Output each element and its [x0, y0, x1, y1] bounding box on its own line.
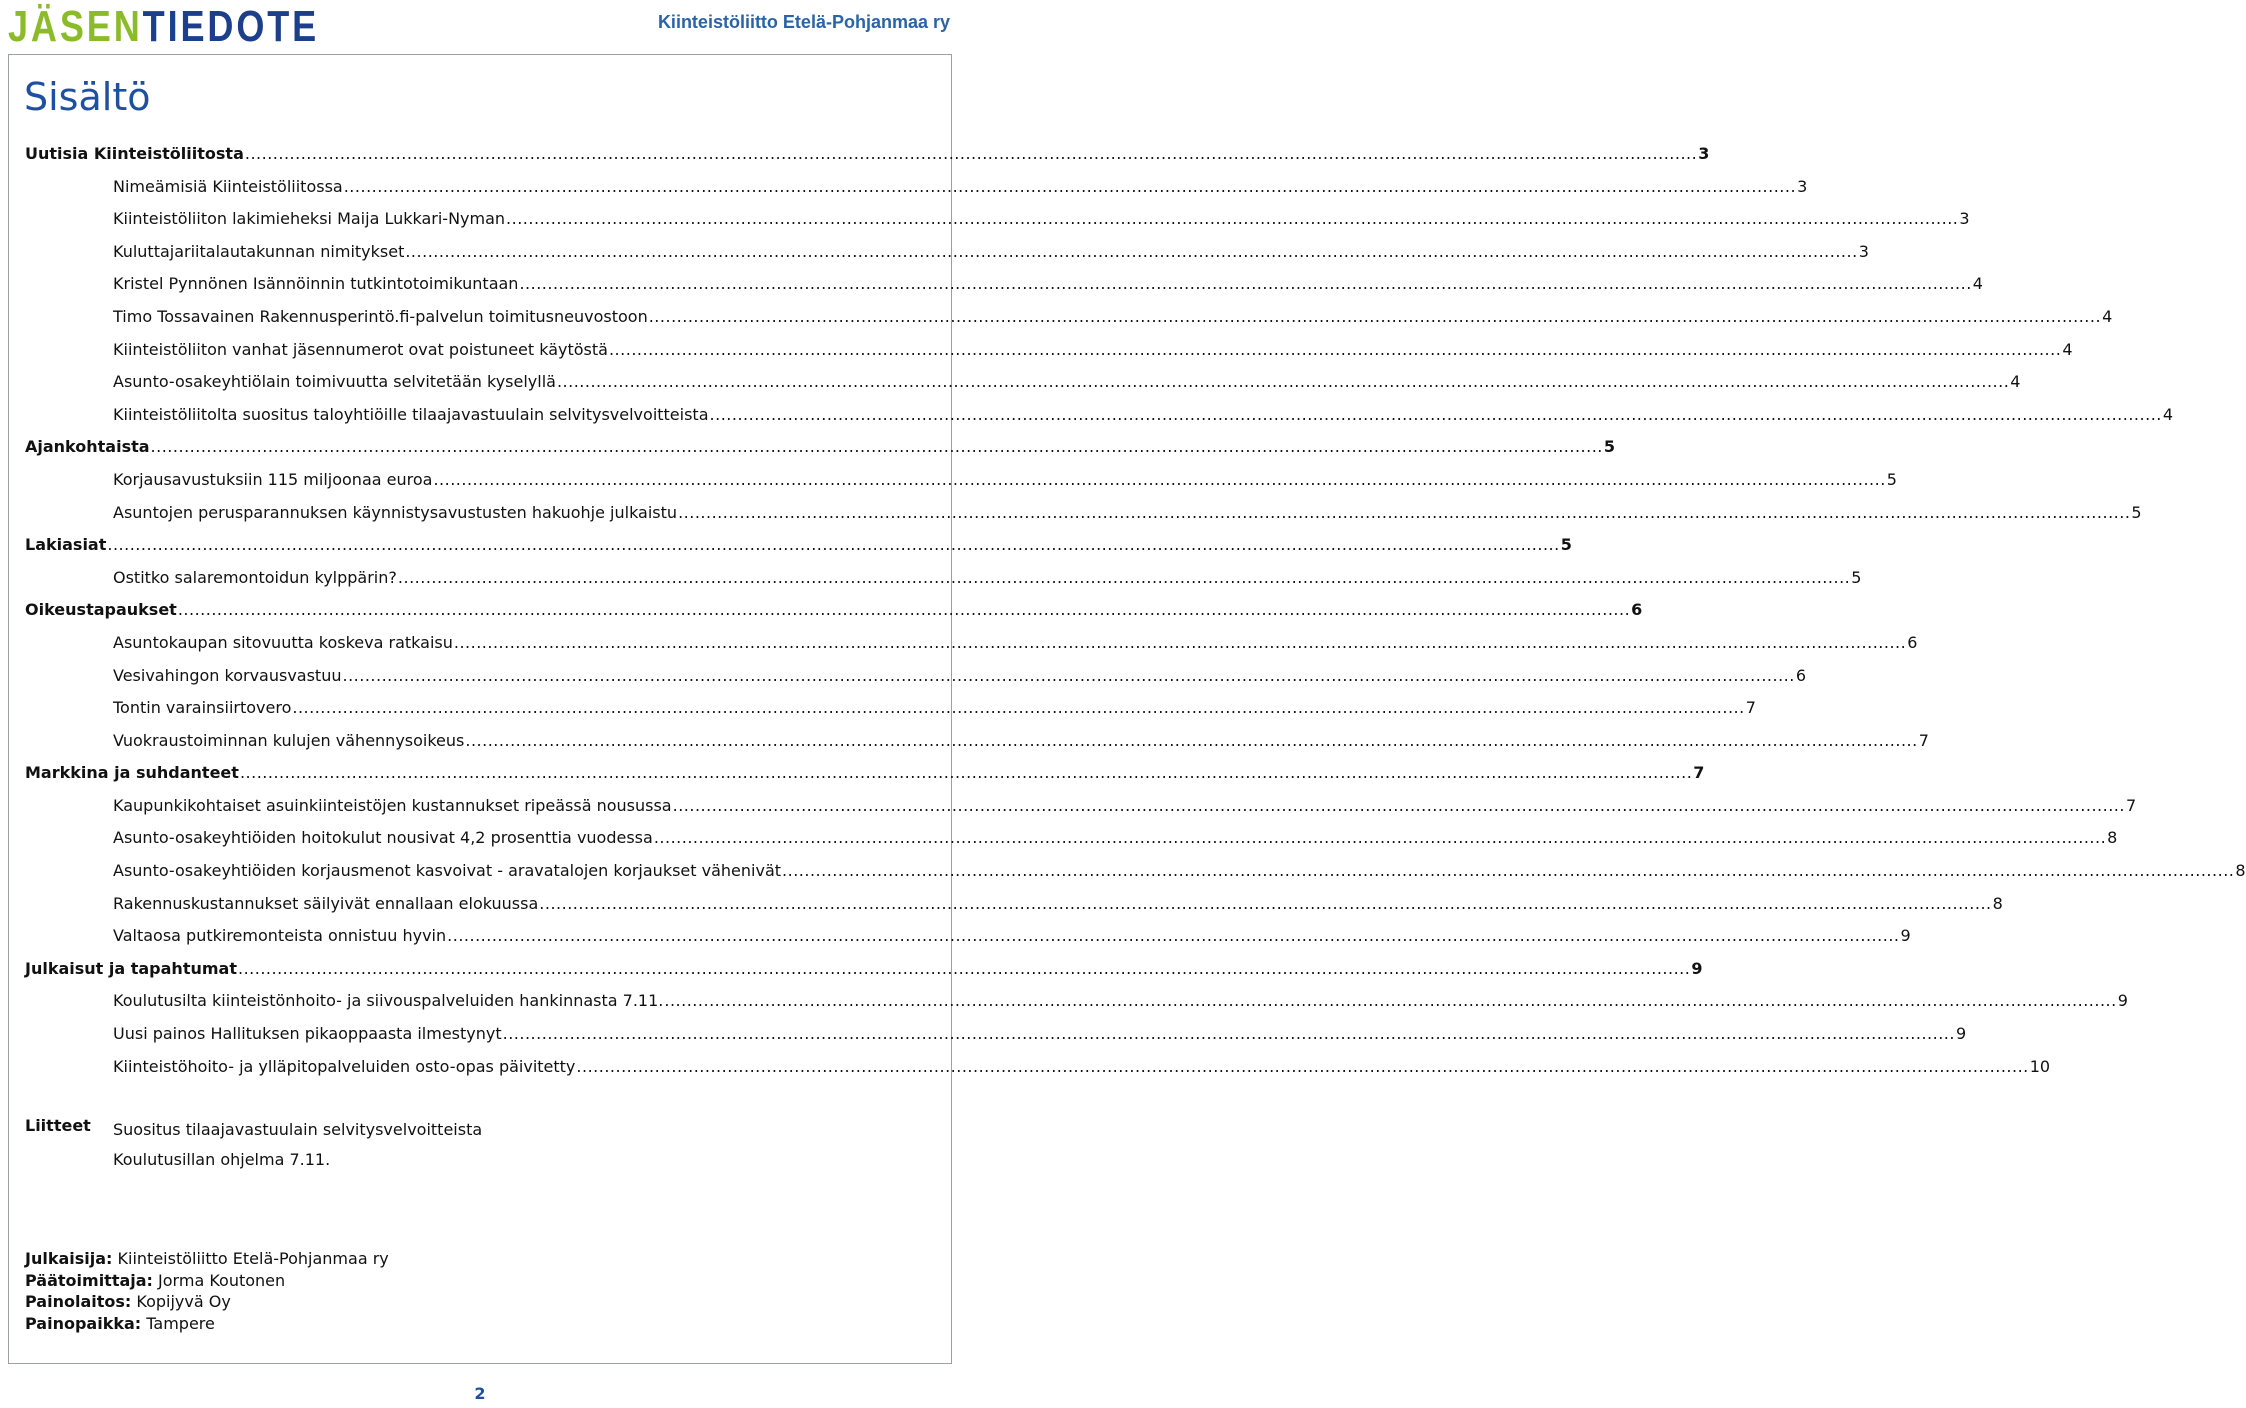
toc-leader-dots: .................................................................................................................................................................................................................................................................... — [465, 730, 1918, 750]
toc-entry-title: Kristel Pynnönen Isännöinnin tutkintotoimikuntaan — [113, 274, 519, 294]
toc-leader-dots: .................................................................................................................................................................................................................................................................... — [709, 404, 2162, 424]
toc-entry-title: Uutisia Kiinteistöliitosta — [25, 144, 244, 163]
toc-leader-dots: .................................................................................................................................................................................................................................................................... — [506, 209, 1959, 229]
toc-entry-title: Tontin varainsiirtovero — [113, 698, 292, 718]
toc-leader-dots: .................................................................................................................................................................................................................................................................... — [150, 437, 1603, 457]
toc-subentry — [25, 399, 2174, 432]
toc-page-number: 8 — [2107, 828, 2118, 848]
toc-leader-dots: .................................................................................................................................................................................................................................................................... — [239, 763, 1693, 783]
toc-subentry — [25, 334, 2073, 367]
toc-leader-dots: .................................................................................................................................................................................................................................................................... — [678, 502, 2131, 522]
print-place-value: Tampere — [146, 1313, 215, 1333]
printer-label: Painolaitos: — [25, 1292, 132, 1311]
toc-page-number: 7 — [1745, 698, 1756, 718]
toc-leader-dots: .................................................................................................................................................................................................................................................................... — [576, 1056, 2029, 1076]
toc-section-entry — [25, 431, 1616, 464]
toc-leader-dots: .................................................................................................................................................................................................................................................................... — [405, 241, 1858, 261]
editor-row — [25, 1270, 389, 1292]
toc-subentry — [25, 822, 2118, 855]
toc-page-number: 7 — [2125, 795, 2137, 815]
publisher-value: Kiinteistöliitto Etelä-Pohjanmaa ry — [117, 1249, 389, 1268]
toc-entry-title: Oikeustapaukset — [25, 600, 177, 620]
toc-page-number: 8 — [2235, 861, 2246, 881]
toc-leader-dots: .................................................................................................................................................................................................................................................................... — [397, 567, 1851, 587]
toc-page-number: 4 — [2162, 404, 2174, 424]
toc-entry-title: Vuokraustoiminnan kulujen vähennysoikeus — [113, 730, 465, 750]
printer-row — [25, 1291, 389, 1313]
page-number: 2 — [474, 1384, 486, 1403]
toc-page-number: 6 — [1907, 632, 1918, 652]
toc-entry-title: Nimeämisiä Kiinteistöliitossa — [113, 176, 343, 196]
attachment-item: Suositus tilaajavastuulain selvitysvelvoitteista — [113, 1120, 483, 1139]
toc-leader-dots: .................................................................................................................................................................................................................................................................... — [556, 372, 2010, 392]
toc-entry-title: Koulutusilta kiinteistönhoito- ja siivouspalveluiden hankinnasta 7.11. — [113, 991, 664, 1011]
toc-page-number: 4 — [2010, 372, 2021, 392]
toc-leader-dots: .................................................................................................................................................................................................................................................................... — [433, 469, 1886, 489]
toc-subentry — [25, 920, 1911, 953]
toc-leader-dots: .................................................................................................................................................................................................................................................................... — [502, 1024, 1955, 1044]
attachment-item: Koulutusillan ohjelma 7.11. — [113, 1150, 331, 1169]
toc-page-number: 7 — [1693, 763, 1705, 783]
toc-leader-dots: .................................................................................................................................................................................................................................................................... — [653, 828, 2107, 848]
publisher-info — [25, 1248, 389, 1334]
toc-page-number: 5 — [1886, 469, 1897, 489]
toc-subentry — [25, 627, 1918, 660]
toc-entry-title: Kuluttajariitalautakunnan nimitykset — [113, 241, 405, 261]
toc-page-number: 5 — [2131, 502, 2142, 522]
toc-page-number: 6 — [1795, 665, 1807, 685]
toc-subentry — [25, 203, 1970, 236]
toc-leader-dots: .................................................................................................................................................................................................................................................................... — [342, 665, 1795, 685]
toc-page-number: 6 — [1631, 600, 1643, 620]
logo-part-1: JÄSEN — [8, 2, 143, 51]
toc-leader-dots: .................................................................................................................................................................................................................................................................... — [447, 926, 1900, 946]
toc-subentry — [25, 725, 1929, 758]
toc-page-number: 5 — [1603, 437, 1616, 457]
toc-leader-dots: .................................................................................................................................................................................................................................................................... — [453, 632, 1907, 652]
toc-entry-title: Korjausavustuksiin 115 miljoonaa euroa — [113, 469, 433, 489]
toc-entry-title: Ajankohtaista — [25, 437, 150, 457]
toc-entry-title: Asuntokaupan sitovuutta koskeva ratkaisu — [113, 632, 453, 652]
toc-leader-dots: .................................................................................................................................................................................................................................................................... — [177, 600, 1631, 620]
toc-subentry — [25, 171, 1808, 204]
newsletter-logo — [8, 2, 319, 52]
editor-value: Jorma Koutonen — [158, 1270, 286, 1290]
toc-entry-title: Kiinteistöliitolta suositus taloyhtiöille tilaajavastuulain selvitysvelvoitteista — [113, 404, 709, 424]
page-header — [0, 0, 960, 52]
editor-label: Päätoimittaja: — [25, 1270, 153, 1290]
attachments-list — [113, 1116, 482, 1176]
toc-subentry — [25, 888, 2003, 921]
publisher-label: Julkaisija: — [25, 1249, 113, 1268]
toc-entry-title: Vesivahingon korvausvastuu — [113, 665, 342, 685]
logo-part-2: TIEDOTE — [142, 2, 320, 51]
toc-entry-title: Timo Tossavainen Rakennusperintö.fi-palvelun toimitusneuvostoon — [113, 306, 648, 326]
toc-page-number: 3 — [1698, 144, 1710, 163]
toc-subentry — [25, 301, 2113, 334]
toc-page-number: 10 — [2029, 1056, 2051, 1076]
toc-page-number: 9 — [1900, 926, 1911, 946]
toc-section-entry — [25, 594, 1643, 627]
toc-subentry — [25, 692, 1756, 725]
toc-entry-title: Kaupunkikohtaiset asuinkiinteistöjen kustannukset ripeässä nousussa — [113, 795, 672, 815]
toc-subentry — [25, 660, 1807, 693]
table-of-contents — [25, 138, 2246, 1083]
toc-page-number: 9 — [2117, 991, 2128, 1011]
toc-leader-dots: .................................................................................................................................................................................................................................................................... — [539, 893, 1992, 913]
toc-leader-dots: .................................................................................................................................................................................................................................................................... — [107, 535, 1560, 555]
toc-leader-dots: .................................................................................................................................................................................................................................................................... — [672, 795, 2125, 815]
toc-page-number: 3 — [1959, 209, 1970, 229]
toc-leader-dots: .................................................................................................................................................................................................................................................................... — [648, 306, 2102, 326]
toc-entry-title: Julkaisut ja tapahtumat — [25, 958, 237, 978]
toc-entry-title: Asunto-osakeyhtiöiden hoitokulut nousivat 4,2 prosenttia vuodessa — [113, 828, 653, 848]
toc-entry-title: Kiinteistöliiton lakimieheksi Maija Lukkari-Nyman — [113, 209, 506, 229]
toc-subentry — [25, 366, 2021, 399]
toc-subentry — [25, 268, 1983, 301]
toc-subentry — [25, 562, 1862, 595]
toc-leader-dots: .................................................................................................................................................................................................................................................................... — [244, 144, 1698, 163]
toc-entry-title: Uusi painos Hallituksen pikaoppaasta ilmestynyt — [113, 1024, 502, 1044]
toc-page-number: 4 — [2062, 339, 2073, 359]
toc-entry-title: Asunto-osakeyhtiöiden korjausmenot kasvoivat - aravatalojen korjaukset vähenivät — [113, 861, 782, 881]
toc-page-number: 8 — [1992, 893, 2003, 913]
toc-entry-title: Asuntojen perusparannuksen käynnistysavustusten hakuohje julkaistu — [113, 502, 678, 522]
toc-leader-dots: .................................................................................................................................................................................................................................................................... — [292, 698, 1745, 718]
toc-leader-dots: .................................................................................................................................................................................................................................................................... — [782, 861, 2235, 881]
toc-page-number: 9 — [1955, 1024, 1967, 1044]
toc-entry-title: Valtaosa putkiremonteista onnistuu hyvin — [113, 926, 447, 946]
toc-subentry — [25, 1051, 2051, 1084]
toc-page-number: 5 — [1851, 567, 1862, 587]
toc-entry-title: Lakiasiat — [25, 535, 107, 555]
toc-page-number: 4 — [2102, 306, 2113, 326]
page-title: Sisältö — [24, 75, 151, 119]
toc-entry-title: Kiinteistöliiton vanhat jäsennumerot ovat poistuneet käytöstä — [113, 339, 608, 359]
toc-page-number: 3 — [1858, 241, 1869, 261]
toc-page-number: 9 — [1691, 958, 1703, 978]
toc-leader-dots: .................................................................................................................................................................................................................................................................... — [664, 991, 2117, 1011]
toc-page-number: 4 — [1972, 274, 1983, 294]
publisher-row — [25, 1248, 389, 1270]
toc-section-entry — [25, 138, 1710, 171]
toc-page-number: 3 — [1797, 176, 1808, 196]
toc-subentry — [25, 1018, 1967, 1051]
organization-name: Kiinteistöliitto Etelä-Pohjanmaa ry — [657, 12, 950, 32]
toc-leader-dots: .................................................................................................................................................................................................................................................................... — [237, 958, 1691, 978]
toc-entry-title: Asunto-osakeyhtiölain toimivuutta selvitetään kyselyllä — [113, 372, 556, 392]
toc-entry-title: Markkina ja suhdanteet — [25, 763, 239, 783]
toc-subentry — [25, 855, 2246, 888]
toc-section-entry — [25, 757, 1705, 790]
toc-page-number: 5 — [1560, 535, 1572, 555]
toc-entry-title: Kiinteistöhoito- ja ylläpitopalveluiden osto-opas päivitetty — [113, 1056, 576, 1076]
toc-leader-dots: .................................................................................................................................................................................................................................................................... — [608, 339, 2062, 359]
toc-section-entry — [25, 953, 1703, 986]
printer-value: Kopijyvä Oy — [136, 1292, 231, 1311]
toc-subentry — [25, 790, 2137, 823]
toc-subentry — [25, 464, 1897, 497]
toc-leader-dots: .................................................................................................................................................................................................................................................................... — [519, 274, 1972, 294]
toc-subentry — [25, 236, 1869, 269]
toc-page-number: 7 — [1918, 730, 1929, 750]
attachments-label: Liitteet — [25, 1116, 91, 1135]
toc-section-entry — [25, 529, 1572, 562]
toc-subentry — [25, 985, 2128, 1018]
toc-subentry — [25, 497, 2142, 530]
toc-entry-title: Rakennuskustannukset säilyivät ennallaan elokuussa — [113, 893, 539, 913]
toc-leader-dots: .................................................................................................................................................................................................................................................................... — [343, 176, 1797, 196]
print-place-label: Painopaikka: — [25, 1313, 142, 1333]
print-place-row — [25, 1313, 389, 1335]
toc-entry-title: Ostitko salaremontoidun kylppärin? — [113, 567, 397, 587]
